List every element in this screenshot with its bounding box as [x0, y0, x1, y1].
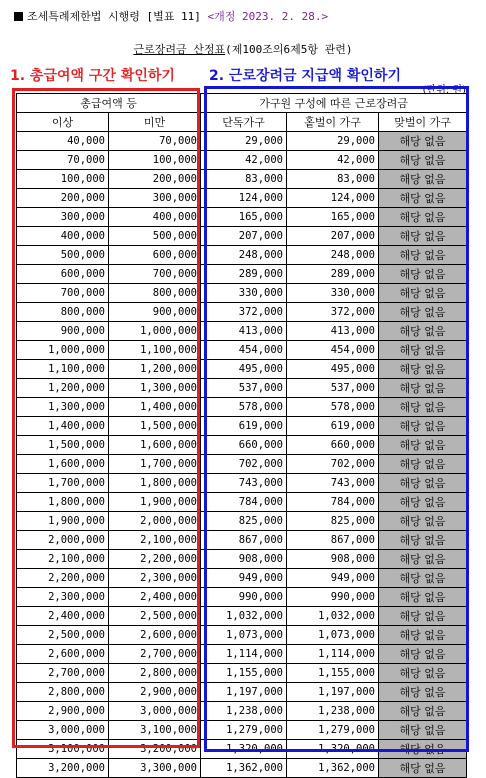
dual-earner-cell: 해당 없음: [379, 531, 467, 550]
single-earner-cell: 413,000: [287, 322, 379, 341]
income-max-cell: 800,000: [109, 284, 201, 303]
dual-earner-cell: 해당 없음: [379, 436, 467, 455]
income-max-cell: 2,800,000: [109, 664, 201, 683]
single-earner-cell: 537,000: [287, 379, 379, 398]
single-earner-cell: 29,000: [287, 132, 379, 151]
single-household-cell: 990,000: [201, 588, 287, 607]
single-earner-cell: 1,238,000: [287, 702, 379, 721]
table-row: [17, 322, 467, 341]
table-row: [17, 512, 467, 531]
table-row: [17, 189, 467, 208]
income-max-cell: 900,000: [109, 303, 201, 322]
income-min-cell: 700,000: [17, 284, 109, 303]
income-max-cell: 2,700,000: [109, 645, 201, 664]
income-max-cell: 2,300,000: [109, 569, 201, 588]
single-earner-cell: 990,000: [287, 588, 379, 607]
income-max-cell: 1,200,000: [109, 360, 201, 379]
table-row: [17, 265, 467, 284]
table-row: [17, 360, 467, 379]
income-min-cell: 1,500,000: [17, 436, 109, 455]
income-max-cell: 500,000: [109, 227, 201, 246]
table-row: [17, 151, 467, 170]
income-min-cell: 3,200,000: [17, 759, 109, 778]
income-max-cell: 200,000: [109, 170, 201, 189]
single-household-cell: 1,155,000: [201, 664, 287, 683]
col-header-single-earner: 홑벌이 가구: [287, 113, 379, 132]
single-household-cell: 330,000: [201, 284, 287, 303]
single-household-cell: 825,000: [201, 512, 287, 531]
header-revision: <개정 2023. 2. 28.>: [207, 10, 329, 23]
dual-earner-cell: 해당 없음: [379, 246, 467, 265]
single-earner-cell: 289,000: [287, 265, 379, 284]
table-row: [17, 455, 467, 474]
dual-earner-cell: 해당 없음: [379, 474, 467, 493]
dual-earner-cell: 해당 없음: [379, 151, 467, 170]
single-household-cell: 578,000: [201, 398, 287, 417]
income-min-cell: 1,400,000: [17, 417, 109, 436]
single-earner-cell: 207,000: [287, 227, 379, 246]
single-earner-cell: 1,197,000: [287, 683, 379, 702]
dual-earner-cell: 해당 없음: [379, 265, 467, 284]
dual-earner-cell: 해당 없음: [379, 740, 467, 759]
table-row: [17, 227, 467, 246]
table-group-header-row: [17, 94, 467, 113]
single-household-cell: 454,000: [201, 341, 287, 360]
single-household-cell: 1,073,000: [201, 626, 287, 645]
income-max-cell: 3,300,000: [109, 759, 201, 778]
col-header-min: 이상: [17, 113, 109, 132]
incentive-table: [16, 93, 467, 778]
table-title: [0, 41, 486, 57]
dual-earner-cell: 해당 없음: [379, 341, 467, 360]
single-household-cell: 1,114,000: [201, 645, 287, 664]
single-earner-cell: 1,279,000: [287, 721, 379, 740]
income-max-cell: 2,600,000: [109, 626, 201, 645]
single-household-cell: 1,032,000: [201, 607, 287, 626]
single-household-cell: 702,000: [201, 455, 287, 474]
single-earner-cell: 578,000: [287, 398, 379, 417]
income-min-cell: 1,700,000: [17, 474, 109, 493]
income-min-cell: 1,000,000: [17, 341, 109, 360]
dual-earner-cell: 해당 없음: [379, 360, 467, 379]
income-min-cell: 40,000: [17, 132, 109, 151]
dual-earner-cell: 해당 없음: [379, 512, 467, 531]
income-min-cell: 2,500,000: [17, 626, 109, 645]
single-earner-cell: 165,000: [287, 208, 379, 227]
annotation-step1: 1. 총급여액 구간 확인하기: [10, 68, 175, 84]
table-row: [17, 607, 467, 626]
group-header-income: 총급여액 등: [17, 94, 201, 113]
income-max-cell: 1,900,000: [109, 493, 201, 512]
single-earner-cell: 83,000: [287, 170, 379, 189]
single-earner-cell: 784,000: [287, 493, 379, 512]
income-min-cell: 2,100,000: [17, 550, 109, 569]
table-row: [17, 474, 467, 493]
dual-earner-cell: 해당 없음: [379, 417, 467, 436]
income-max-cell: 1,300,000: [109, 379, 201, 398]
single-earner-cell: 495,000: [287, 360, 379, 379]
dual-earner-cell: 해당 없음: [379, 132, 467, 151]
income-min-cell: 2,900,000: [17, 702, 109, 721]
income-min-cell: 2,600,000: [17, 645, 109, 664]
dual-earner-cell: 해당 없음: [379, 322, 467, 341]
table-row: [17, 569, 467, 588]
income-min-cell: 200,000: [17, 189, 109, 208]
single-earner-cell: 660,000: [287, 436, 379, 455]
table-row: [17, 170, 467, 189]
income-max-cell: 700,000: [109, 265, 201, 284]
table-row: [17, 645, 467, 664]
single-earner-cell: 702,000: [287, 455, 379, 474]
income-min-cell: 2,700,000: [17, 664, 109, 683]
single-household-cell: 124,000: [201, 189, 287, 208]
dual-earner-cell: 해당 없음: [379, 170, 467, 189]
table-row: [17, 626, 467, 645]
income-min-cell: 2,000,000: [17, 531, 109, 550]
income-min-cell: 1,200,000: [17, 379, 109, 398]
income-min-cell: 1,900,000: [17, 512, 109, 531]
table-column-header-row: [17, 113, 467, 132]
col-header-max: 미만: [109, 113, 201, 132]
income-min-cell: 1,300,000: [17, 398, 109, 417]
table-row: [17, 398, 467, 417]
single-earner-cell: 124,000: [287, 189, 379, 208]
single-household-cell: 83,000: [201, 170, 287, 189]
dual-earner-cell: 해당 없음: [379, 588, 467, 607]
income-min-cell: 3,000,000: [17, 721, 109, 740]
table-row: [17, 417, 467, 436]
dual-earner-cell: 해당 없음: [379, 626, 467, 645]
table-row: [17, 341, 467, 360]
dual-earner-cell: 해당 없음: [379, 208, 467, 227]
income-max-cell: 2,200,000: [109, 550, 201, 569]
income-min-cell: 1,800,000: [17, 493, 109, 512]
income-min-cell: 600,000: [17, 265, 109, 284]
header-title: 조세특례제한법 시행령 [별표 11]: [27, 10, 201, 23]
single-household-cell: 289,000: [201, 265, 287, 284]
single-household-cell: 1,238,000: [201, 702, 287, 721]
income-min-cell: 3,100,000: [17, 740, 109, 759]
single-earner-cell: 248,000: [287, 246, 379, 265]
dual-earner-cell: 해당 없음: [379, 455, 467, 474]
income-min-cell: 2,300,000: [17, 588, 109, 607]
single-household-cell: 743,000: [201, 474, 287, 493]
single-earner-cell: 908,000: [287, 550, 379, 569]
document-header: [14, 8, 328, 24]
income-max-cell: 400,000: [109, 208, 201, 227]
income-max-cell: 70,000: [109, 132, 201, 151]
single-earner-cell: 1,073,000: [287, 626, 379, 645]
dual-earner-cell: 해당 없음: [379, 379, 467, 398]
table-row: [17, 740, 467, 759]
dual-earner-cell: 해당 없음: [379, 721, 467, 740]
single-household-cell: 537,000: [201, 379, 287, 398]
dual-earner-cell: 해당 없음: [379, 189, 467, 208]
table-row: [17, 303, 467, 322]
table-row: [17, 702, 467, 721]
table-row: [17, 379, 467, 398]
income-min-cell: 800,000: [17, 303, 109, 322]
income-max-cell: 3,100,000: [109, 721, 201, 740]
income-max-cell: 1,500,000: [109, 417, 201, 436]
dual-earner-cell: 해당 없음: [379, 284, 467, 303]
dual-earner-cell: 해당 없음: [379, 607, 467, 626]
dual-earner-cell: 해당 없음: [379, 227, 467, 246]
single-earner-cell: 825,000: [287, 512, 379, 531]
table-row: [17, 284, 467, 303]
income-min-cell: 400,000: [17, 227, 109, 246]
income-max-cell: 1,100,000: [109, 341, 201, 360]
income-min-cell: 70,000: [17, 151, 109, 170]
income-min-cell: 500,000: [17, 246, 109, 265]
unit-label: (단위: 원): [422, 85, 466, 96]
single-earner-cell: 867,000: [287, 531, 379, 550]
table-body: [17, 132, 467, 778]
single-household-cell: 495,000: [201, 360, 287, 379]
single-household-cell: 42,000: [201, 151, 287, 170]
table-row: [17, 721, 467, 740]
single-earner-cell: 949,000: [287, 569, 379, 588]
income-max-cell: 2,500,000: [109, 607, 201, 626]
single-household-cell: 949,000: [201, 569, 287, 588]
single-household-cell: 908,000: [201, 550, 287, 569]
single-earner-cell: 454,000: [287, 341, 379, 360]
income-max-cell: 600,000: [109, 246, 201, 265]
income-max-cell: 300,000: [109, 189, 201, 208]
single-household-cell: 660,000: [201, 436, 287, 455]
income-max-cell: 1,700,000: [109, 455, 201, 474]
income-max-cell: 1,000,000: [109, 322, 201, 341]
single-household-cell: 1,279,000: [201, 721, 287, 740]
table-title-main: 근로장려금 산정표: [133, 43, 226, 56]
single-household-cell: 1,362,000: [201, 759, 287, 778]
income-min-cell: 100,000: [17, 170, 109, 189]
dual-earner-cell: 해당 없음: [379, 702, 467, 721]
income-min-cell: 2,200,000: [17, 569, 109, 588]
single-earner-cell: 619,000: [287, 417, 379, 436]
single-household-cell: 784,000: [201, 493, 287, 512]
single-household-cell: 619,000: [201, 417, 287, 436]
dual-earner-cell: 해당 없음: [379, 759, 467, 778]
table-row: [17, 132, 467, 151]
income-max-cell: 1,600,000: [109, 436, 201, 455]
income-min-cell: 300,000: [17, 208, 109, 227]
income-min-cell: 900,000: [17, 322, 109, 341]
dual-earner-cell: 해당 없음: [379, 493, 467, 512]
income-max-cell: 100,000: [109, 151, 201, 170]
single-household-cell: 372,000: [201, 303, 287, 322]
single-earner-cell: 1,032,000: [287, 607, 379, 626]
single-household-cell: 207,000: [201, 227, 287, 246]
table-row: [17, 493, 467, 512]
square-bullet-icon: [14, 12, 23, 21]
single-household-cell: 413,000: [201, 322, 287, 341]
dual-earner-cell: 해당 없음: [379, 683, 467, 702]
group-header-incentive: 가구원 구성에 따른 근로장려금: [201, 94, 467, 113]
col-header-dual-earner: 맞벌이 가구: [379, 113, 467, 132]
table-row: [17, 436, 467, 455]
table-row: [17, 531, 467, 550]
single-household-cell: 248,000: [201, 246, 287, 265]
single-household-cell: 1,320,000: [201, 740, 287, 759]
income-max-cell: 2,900,000: [109, 683, 201, 702]
single-earner-cell: 372,000: [287, 303, 379, 322]
single-earner-cell: 1,114,000: [287, 645, 379, 664]
income-max-cell: 3,000,000: [109, 702, 201, 721]
single-earner-cell: 42,000: [287, 151, 379, 170]
income-max-cell: 2,000,000: [109, 512, 201, 531]
income-max-cell: 3,200,000: [109, 740, 201, 759]
single-household-cell: 1,197,000: [201, 683, 287, 702]
single-earner-cell: 1,320,000: [287, 740, 379, 759]
table-row: [17, 588, 467, 607]
table-row: [17, 683, 467, 702]
income-max-cell: 2,100,000: [109, 531, 201, 550]
single-household-cell: 165,000: [201, 208, 287, 227]
table-title-note: (제100조의6제5항 관련): [225, 43, 353, 56]
income-min-cell: 1,600,000: [17, 455, 109, 474]
dual-earner-cell: 해당 없음: [379, 645, 467, 664]
income-min-cell: 2,400,000: [17, 607, 109, 626]
dual-earner-cell: 해당 없음: [379, 569, 467, 588]
dual-earner-cell: 해당 없음: [379, 398, 467, 417]
single-earner-cell: 1,155,000: [287, 664, 379, 683]
table-row: [17, 759, 467, 778]
single-household-cell: 867,000: [201, 531, 287, 550]
table-row: [17, 208, 467, 227]
income-min-cell: 2,800,000: [17, 683, 109, 702]
single-household-cell: 29,000: [201, 132, 287, 151]
col-header-single: 단독가구: [201, 113, 287, 132]
single-earner-cell: 743,000: [287, 474, 379, 493]
table-row: [17, 246, 467, 265]
income-min-cell: 1,100,000: [17, 360, 109, 379]
income-max-cell: 2,400,000: [109, 588, 201, 607]
annotation-step2: 2. 근로장려금 지급액 확인하기: [209, 68, 401, 84]
income-max-cell: 1,800,000: [109, 474, 201, 493]
table-row: [17, 664, 467, 683]
dual-earner-cell: 해당 없음: [379, 664, 467, 683]
dual-earner-cell: 해당 없음: [379, 303, 467, 322]
single-earner-cell: 330,000: [287, 284, 379, 303]
table-row: [17, 550, 467, 569]
dual-earner-cell: 해당 없음: [379, 550, 467, 569]
income-max-cell: 1,400,000: [109, 398, 201, 417]
single-earner-cell: 1,362,000: [287, 759, 379, 778]
